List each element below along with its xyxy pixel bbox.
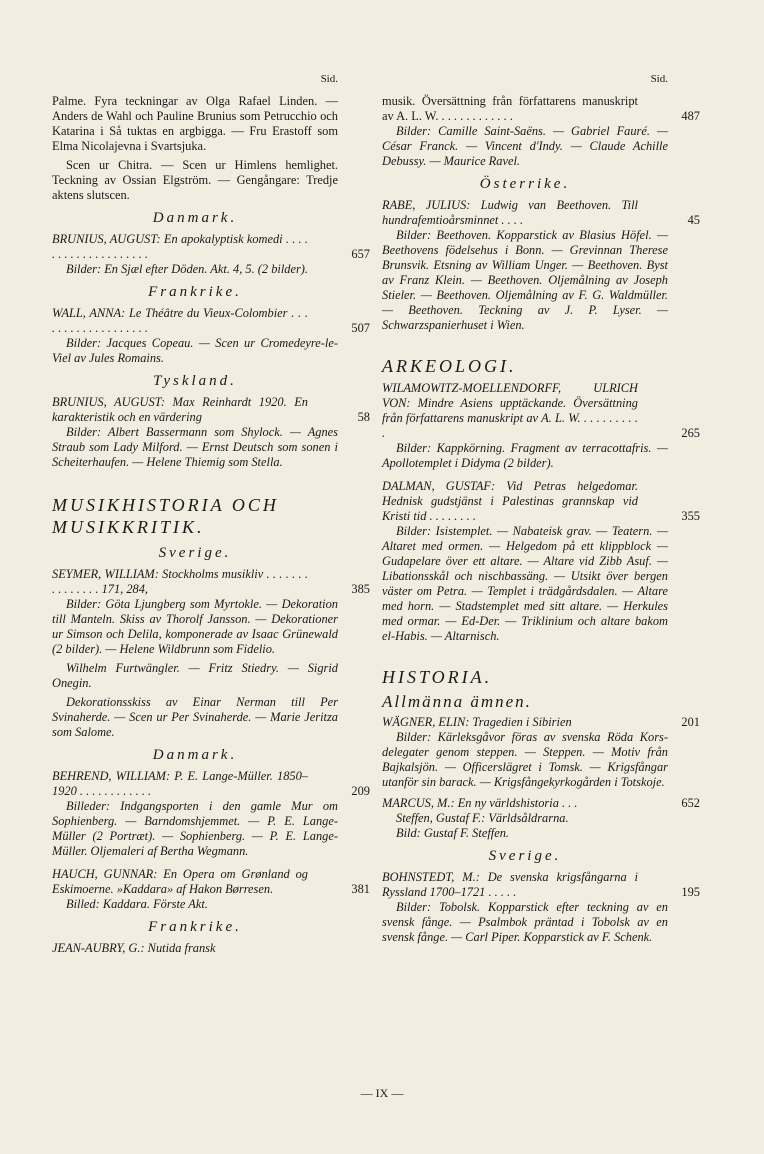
country-heading-frankrike-1: Frankrike.: [148, 284, 242, 300]
entry-illustrations: Bilder: En Sjæl efter Döden. Akt. 4, 5. (2 bilder).: [66, 262, 309, 276]
page-number: 385: [351, 582, 370, 596]
country-heading-danmark-1: Danmark.: [152, 210, 238, 226]
entry-heading: WALL, ANNA: Le Théâtre du Vieux-Colombier . . . . . . . . . . . . . . . . . . .: [52, 306, 308, 335]
entry-bohnstedt-krigsfangarna: [382, 870, 700, 945]
page-number: 652: [681, 796, 700, 810]
entry-illustrations: Bilder: Albert Bassermann som Shylock. — Agnes Straub som Lady Milford. — Ernst Deutsch som sonen i Scheiterhaufen. — Helene Thiemig som Stella.: [52, 425, 338, 469]
country-heading-frankrike-2: Frankrike.: [148, 919, 242, 935]
entry-heading: JEAN-AUBRY, G.: Nutida fransk: [52, 941, 216, 955]
entry-rabe-beethoven: [382, 198, 700, 333]
page-number: 58: [357, 410, 370, 424]
entry-jean-aubry-cont: [382, 94, 700, 169]
entry-heading: BEHREND, WILLIAM: P. E. Lange-Müller. 1850–1920 . . . . . . . . . . . .: [52, 769, 308, 798]
page-number: 209: [351, 784, 370, 798]
left-column: [52, 72, 370, 956]
page-number: 507: [351, 321, 370, 335]
country-heading-sverige-1: Sverige.: [158, 545, 232, 561]
country-heading-tyskland: Tyskland.: [153, 373, 237, 389]
entry-dalman-petra: [382, 479, 700, 644]
entry-illustrations-3: Dekorationsskiss av Einar Nerman till Per Svinaherde. — Scen ur Per Svinaherde. — Marie Jeritza som Salome.: [52, 695, 338, 739]
entry-illustrations: Bilder: Göta Ljungberg som Myrtokle. — Dekoration till Manteln. Skiss av Thorolf Jansson. — Dekorationer ur Simson och Delila, komponerade av Isaac Grünewald (2 bilder). — Helene Wildbrunn som Fidelio.: [52, 597, 338, 656]
entry-illustrations: Bilder: Kappkörning. Fragment av terracottafris. — Apollotemplet i Didyma (2 bilder).: [382, 441, 668, 470]
sid-label-left: Sid.: [320, 73, 338, 85]
country-heading-osterrike: Österrike.: [479, 176, 571, 192]
intro-paragraph-1: Palme. Fyra teckningar av Olga Rafael Linden. — Anders de Wahl och Pauline Brunius som Petrucchio och Katarina i Så tuktas en argbigga. — Fru Erastoff som Elma Nicolajevna i Svartsjuka.: [52, 94, 338, 153]
section-heading-historia: HISTORIA.: [382, 667, 493, 687]
entry-heading: BRUNIUS, AUGUST: Max Reinhardt 1920. En karakteristik och en värdering: [52, 395, 308, 424]
entry-heading: SEYMER, WILLIAM: Stockholms musikliv . . . . . . . . . . . . . . . 171, 284,: [52, 567, 308, 596]
sid-label-right: Sid.: [650, 73, 668, 85]
entry-marcus-varldshistoria: [382, 796, 700, 841]
entry-illustrations: Bilder: Beethoven. Kopparstick av Blasius Höfel. — Beethovens födelsehus i Bonn. — Grevinnan Therese Brunsvik. Etsning av William Unger. — Beethoven. Byst av Franz Klein. — Beethoven. Oljemålning av Joseph Stieler. — Beethoven. Oljemålning av F. G. Waldmüller. — Beethoven. Teckning av J. P. Lyser. — Schwarzspanierhuset i Wien.: [382, 228, 668, 332]
country-heading-danmark-2: Danmark.: [152, 747, 238, 763]
entry-seymer-musikliv: [52, 567, 370, 740]
entry-wilamowitz: [382, 381, 700, 471]
entry-heading: WILAMOWITZ-MOELLENDORFF, ULRICH VON: Mindre Asiens upptäckande. Översättning från författarens manuskript av A. L. W. . . . . . . . . . .: [382, 381, 638, 440]
page-number: 657: [351, 247, 370, 261]
entry-illustrations: Bilder: Jacques Copeau. — Scen ur Cromedeyre-le-Viel av Jules Romains.: [52, 336, 338, 365]
entry-illustrations: Bild: Gustaf F. Steffen.: [396, 826, 509, 840]
entry-heading: BRUNIUS, AUGUST: En apokalyptisk komedi . . . . . . . . . . . . . . . . . . . .: [52, 232, 308, 261]
subsection-heading-allmanna: Allmänna ämnen.: [382, 692, 532, 711]
right-column: [382, 72, 700, 945]
country-heading-sverige-2: Sverige.: [488, 848, 562, 864]
entry-illustrations: Billed: Kaddara. Förste Akt.: [66, 897, 208, 911]
page-footer-number: — IX —: [360, 1086, 404, 1100]
entry-heading: HAUCH, GUNNAR: En Opera om Grønland og Eskimoerne. »Kaddara» af Hakon Børresen.: [52, 867, 308, 896]
section-heading-musikhistoria: MUSIKHISTORIA OCH MUSIKKRITIK.: [52, 495, 279, 537]
intro-paragraph-2: Scen ur Chitra. — Scen ur Himlens hemlighet. Teckning av Ossian Elgström. — Gengångare: Tredje aktens slutscen.: [52, 158, 338, 202]
page-number: 201: [681, 715, 700, 729]
entry-behrend-lange-muller: [52, 769, 370, 859]
entry-heading: DALMAN, GUSTAF: Vid Petras helgedomar. Hednisk gudstjänst i Palestinas grannskap vid Kristi tid . . . . . . . .: [382, 479, 638, 523]
page-number: 45: [687, 213, 700, 227]
entry-hauch-opera: [52, 867, 370, 912]
entry-heading: BOHNSTEDT, M.: De svenska krigsfångarna i Ryssland 1700–1721 . . . . .: [382, 870, 638, 899]
entry-wagner-sibirien: [382, 715, 700, 790]
page-number: 381: [351, 882, 370, 896]
entry-brunius-reinhardt: [52, 395, 370, 470]
entry-heading: WÄGNER, ELIN: Tragedien i Sibirien: [382, 715, 572, 729]
entry-subtitle: Steffen, Gustaf F.: Världsåldrarna.: [396, 811, 569, 825]
page-number: 355: [681, 509, 700, 523]
entry-illustrations: Bilder: Camille Saint-Saëns. — Gabriel Fauré. — César Franck. — Vincent d'Indy. — Claude Achille Debussy. — Maurice Ravel.: [382, 124, 668, 168]
entry-illustrations-2: Wilhelm Furtwängler. — Fritz Stiedry. — Sigrid Onegin.: [52, 661, 338, 690]
entry-heading: RABE, JULIUS: Ludwig van Beethoven. Till hundrafemtioårsminnet . . . .: [382, 198, 638, 227]
entry-heading-continued: musik. Översättning från författarens manuskript av A. L. W. . . . . . . . . . . . .: [382, 94, 638, 123]
page-number: 487: [681, 109, 700, 123]
entry-brunius-komedi: [52, 232, 370, 277]
entry-illustrations: Billeder: Indgangsporten i den gamle Mur om Sophienberg. — Barndomshjemmet. — P. E. Lange-Müller (2 Portræt). — Sophienberg. — P. E. Lange-Müller. Oljemaleri af Bertha Wegmann.: [52, 799, 338, 858]
page-number: 195: [681, 885, 700, 899]
entry-wall-theatre: [52, 306, 370, 366]
entry-jean-aubry-start: [52, 941, 338, 956]
entry-heading: MARCUS, M.: En ny världshistoria . . .: [382, 796, 578, 810]
entry-illustrations: Bilder: Kärleksgåvor föras av svenska Röda Kors-delegater genom steppen. — Steppen. — Motiv från Bajkalsjön. — Officerslägret i Tomsk. — Krigsfångar utanför sin barack. — Krigsfångekyrkogården i Totskoje.: [382, 730, 668, 789]
page-number: 265: [681, 426, 700, 440]
entry-illustrations: Bilder: Isistemplet. — Nabateisk grav. — Teatern. — Altaret med ormen. — Helgedom på ett klippblock — Gudapelare över ett altare. — Altare vid Zibb Asuf. — Libationsskål och nischbassäng. — Utsikt över bergen väster om Petra. — Templet i trädgårdsdalen. — Altare med horn. — Stadstemplet med sitt altare. — Herkules med ormar. — Ed-Der. — Triklinium och altare bakom el-Habis. — Altarnisch.: [382, 524, 668, 643]
entry-illustrations: Bilder: Tobolsk. Kopparstick efter teckning av en svensk fånge. — Psalmbok präntad i Tobolsk av en svensk fånge. — Carl Piper. Kopparstick av F. Schenk.: [382, 900, 668, 944]
section-heading-arkeologi: ARKEOLOGI.: [382, 356, 517, 376]
